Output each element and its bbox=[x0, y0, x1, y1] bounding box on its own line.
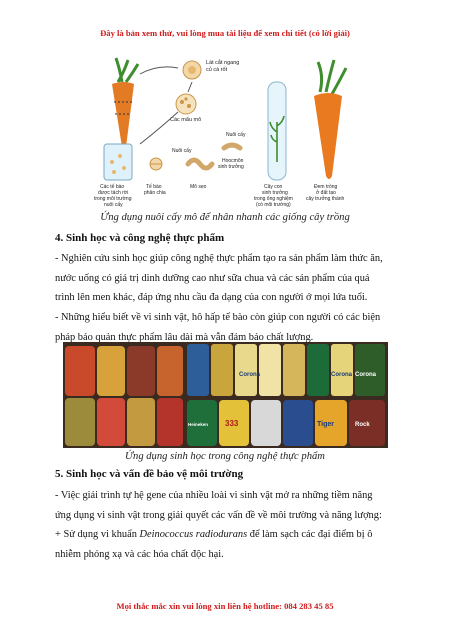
food-technology-photo bbox=[63, 342, 388, 448]
figure1-caption: Ứng dụng nuôi cấy mô để nhân nhanh các giống cây trồng bbox=[100, 212, 350, 223]
label-plant: Đem trồng bbox=[314, 184, 338, 190]
label-slice: Lát cắt ngang bbox=[206, 60, 240, 66]
figure2-caption: Ứng dụng sinh học trong công nghệ thực phẩm bbox=[125, 451, 325, 462]
tissue-culture-diagram bbox=[88, 52, 358, 214]
label-slice2: củ cà rốt bbox=[206, 67, 228, 73]
label-seedling3: trong ống nghiệm bbox=[254, 196, 293, 202]
text-line bbox=[55, 525, 395, 545]
bottle-label: Corona bbox=[239, 372, 260, 378]
text-line: pháp bảo quản thực phẩm lâu dài mà vẫn đảm bảo chất lượng. bbox=[55, 331, 314, 343]
label-divide: Tế bào bbox=[146, 184, 162, 190]
section5-paragraph1 bbox=[55, 486, 395, 525]
hotline-footer: Mọi thắc mắc xin vui lòng xin liên hệ hotline: 084 283 45 85 bbox=[116, 601, 334, 611]
bottle-label: Corona bbox=[355, 372, 376, 378]
label-cells: Các tế bào bbox=[100, 184, 125, 190]
preview-banner: Đây là bản xem thử, vui lòng mua tài liệu để xem chi tiết (có lời giải) bbox=[100, 28, 350, 38]
beer-bottles bbox=[187, 344, 385, 396]
label-hormone: Hoocmôn bbox=[222, 158, 244, 164]
label-divide2: phân chia bbox=[144, 190, 166, 196]
can-label: 333 bbox=[225, 419, 239, 428]
can-label: Rock bbox=[355, 422, 370, 428]
label-hormone2: sinh trưởng bbox=[218, 164, 244, 170]
label-seedling2: sinh trưởng bbox=[262, 190, 288, 196]
bottle-label: Corona bbox=[331, 372, 352, 378]
text-line: nhiễm phóng xạ và các hóa chất độc hại. bbox=[55, 548, 224, 560]
label-pieces: Các mẩu mô bbox=[170, 117, 202, 123]
label-culture: Nuôi cấy bbox=[172, 148, 192, 154]
label-cells2: được tách rời bbox=[98, 190, 129, 196]
text-line: - Việc giải trình tự hệ gene của nhiều loài vi sinh vật mở ra những tiềm năng bbox=[55, 490, 373, 501]
section5-paragraph2 bbox=[55, 525, 395, 564]
label-plant3: cây trưởng thành bbox=[306, 196, 345, 202]
section4-paragraph1 bbox=[55, 249, 395, 308]
section4-title: 4. Sinh học và công nghệ thực phẩm bbox=[55, 232, 225, 244]
beer-cans bbox=[187, 400, 385, 446]
can-label: Heineken bbox=[188, 422, 209, 427]
text-line: - Nghiên cứu sinh học giúp công nghệ thực phẩm tạo ra sản phẩm làm thức ăn, bbox=[55, 253, 383, 264]
text-line: - Những hiểu biết về vi sinh vật, hô hấp tế bào còn giúp con người có các biện bbox=[55, 312, 381, 323]
label-seedling: Cây con bbox=[264, 184, 283, 190]
carrot-source-illustration bbox=[112, 58, 138, 150]
label-callus: Mô sẹo bbox=[190, 184, 207, 190]
label-seedling4: (có môi trường) bbox=[256, 202, 291, 208]
text-prefix: + Sử dụng vi khuẩn bbox=[55, 529, 140, 540]
text-line: trình lên men khác, đáp ứng nhu cầu đa dạng của con người ở mọi lứa tuổi. bbox=[55, 292, 368, 303]
label-cells4: nuôi cấy bbox=[104, 202, 123, 208]
species-name: Deinococcus radiodurans bbox=[139, 529, 248, 540]
can-label: Tiger bbox=[317, 421, 334, 428]
section5-title: 5. Sinh học và vấn đề bảo vệ môi trường bbox=[55, 468, 244, 480]
label-culture2: Nuôi cấy bbox=[226, 132, 246, 138]
text-suffix: để làm sạch các đại điểm bị ô bbox=[247, 529, 373, 540]
label-plant2: ở đất tạo bbox=[316, 190, 336, 196]
text-line: ứng dụng vi sinh vật trong giải quyết các vấn đề về môi trường và năng lượng: bbox=[55, 509, 382, 521]
label-cells3: trong môi trường bbox=[94, 196, 132, 202]
text-line: nước uống có giá trị dinh dưỡng cao như sữa chua và các sản phẩm của quá bbox=[55, 272, 370, 284]
